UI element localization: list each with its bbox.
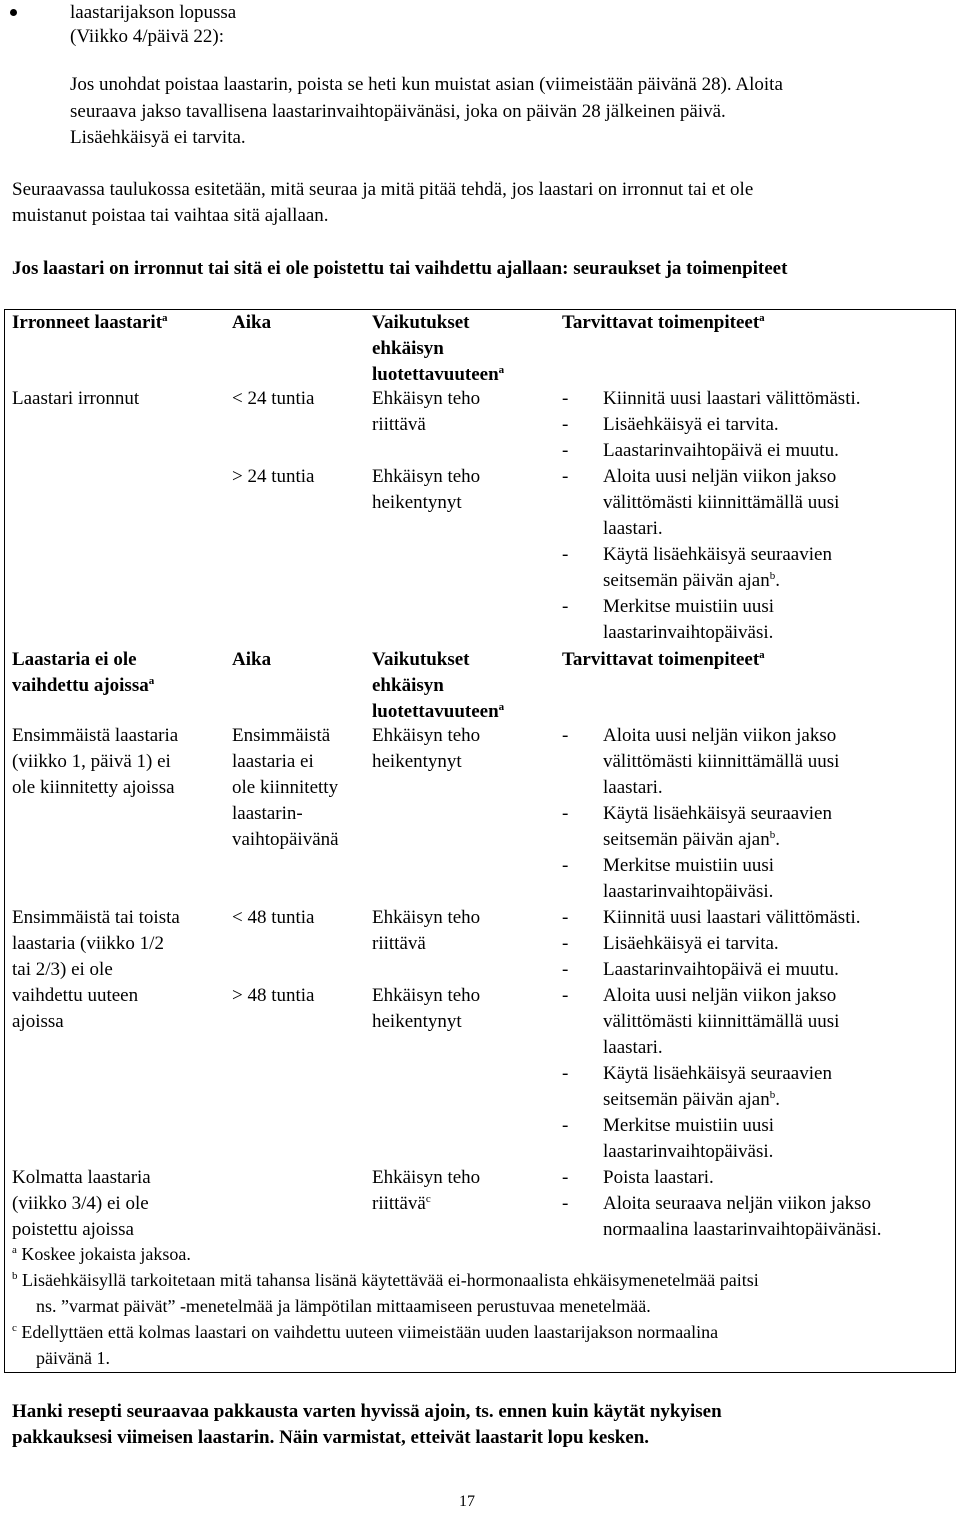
row-3-time-line-4: laastarin-	[232, 803, 303, 824]
row-2-time: > 24 tuntia	[232, 466, 315, 487]
row-5-effect-line-1: Ehkäisyn teho	[372, 985, 481, 1006]
footnote-b-line-1: $^b$ Lisäehkäisyllä tarkoitetaan mitä tahansa lisänä käytettävää ei-hormonaalista ehkäisymenetelmää paitsi	[12, 1270, 759, 1290]
row-5-action-1-cont-2: laastari.	[603, 1037, 663, 1058]
row-5-time: > 48 tuntia	[232, 985, 315, 1006]
row-5-action-3: Merkitse muistiin uusi	[603, 1115, 774, 1136]
row-4-condition-line-5: ajoissa	[12, 1011, 64, 1032]
row-3-action-1-cont-1: välittömästi kiinnittämällä uusi	[603, 751, 840, 772]
row-6-action-1: Poista laastari.	[603, 1167, 714, 1188]
row-2-dash-3: -	[562, 596, 569, 617]
row-1-dash-1: -	[562, 388, 569, 409]
row-1-time: < 24 tuntia	[232, 388, 315, 409]
row-1-effect-line-1: Ehkäisyn teho	[372, 388, 481, 409]
page-number: 17	[459, 1493, 475, 1510]
table-header-2-col-4: Tarvittavat toimenpiteet$^a$	[562, 649, 765, 670]
row-3-action-3-cont: laastarinvaihtopäiväsi.	[603, 881, 774, 902]
table-header-1-col-3-line-3: luotettavuuteen$^a$	[372, 364, 505, 385]
bullet-text-line-2: (Viikko 4/päivä 22):	[70, 26, 224, 47]
row-4-time: < 48 tuntia	[232, 907, 315, 928]
table-heading: Jos laastari on irronnut tai sitä ei ole poistettu tai vaihdettu ajallaan: seuraukset ja toimenpiteet	[12, 258, 788, 279]
row-6-condition-line-2: (viikko 3/4) ei ole	[12, 1193, 149, 1214]
row-6-effect-line-1: Ehkäisyn teho	[372, 1167, 481, 1188]
row-3-time-line-2: laastaria ei	[232, 751, 314, 772]
row-5-action-1: Aloita uusi neljän viikon jakso	[603, 985, 837, 1006]
row-2-action-3: Merkitse muistiin uusi	[603, 596, 774, 617]
paragraph-1-line-1: Jos unohdat poistaa laastarin, poista se heti kun muistat asian (viimeistään päivänä 28). Aloita	[70, 74, 783, 95]
row-4-dash-1: -	[562, 907, 569, 928]
row-1-action-2: Lisäehkäisyä ei tarvita.	[603, 414, 779, 435]
row-5-action-1-cont-1: välittömästi kiinnittämällä uusi	[603, 1011, 840, 1032]
footnote-b-line-2: ns. ”varmat päivät” -menetelmää ja lämpötilan mittaamiseen perustuvaa menetelmää.	[36, 1296, 651, 1316]
paragraph-1-line-2: seuraava jakso tavallisena laastarinvaihtopäivänäsi, joka on päivän 28 jälkeinen päivä.	[70, 101, 726, 122]
row-6-action-2: Aloita seuraava neljän viikon jakso	[603, 1193, 872, 1214]
row-4-action-1: Kiinnitä uusi laastari välittömästi.	[603, 907, 861, 928]
table-header-1-col-3-line-2: ehkäisyn	[372, 338, 444, 359]
table-header-2-col-3-line-3: luotettavuuteen$^a$	[372, 701, 505, 722]
table-header-1-col-4: Tarvittavat toimenpiteet$^a$	[562, 312, 765, 333]
row-2-dash-1: -	[562, 466, 569, 487]
row-3-action-1-cont-2: laastari.	[603, 777, 663, 798]
row-1-dash-2: -	[562, 414, 569, 435]
row-3-time-line-3: ole kiinnitetty	[232, 777, 339, 798]
row-3-dash-2: -	[562, 803, 569, 824]
table-header-1-col-3-line-1: Vaikutukset	[372, 312, 470, 333]
table-header-2-col-3-line-1: Vaikutukset	[372, 649, 470, 670]
row-5-effect-line-2: heikentynyt	[372, 1011, 462, 1032]
table-header-2-col-2: Aika	[232, 649, 272, 670]
row-2-action-2-cont: seitsemän päivän ajan$^b$.	[603, 570, 780, 591]
row-2-dash-2: -	[562, 544, 569, 565]
row-6-action-2-cont: normaalina laastarinvaihtopäivänäsi.	[603, 1219, 882, 1240]
bullet-icon	[10, 9, 17, 16]
row-5-dash-3: -	[562, 1115, 569, 1136]
row-4-dash-3: -	[562, 959, 569, 980]
table-header-2-col-1-line-2: vaihdettu ajoissa$^a$	[12, 675, 155, 696]
row-4-action-3: Laastarinvaihtopäivä ei muutu.	[603, 959, 839, 980]
row-1-action-1: Kiinnitä uusi laastari välittömästi.	[603, 388, 861, 409]
row-4-dash-2: -	[562, 933, 569, 954]
row-6-condition-line-3: poistettu ajoissa	[12, 1219, 134, 1240]
row-6-condition-line-1: Kolmatta laastaria	[12, 1167, 151, 1188]
row-2-action-1-cont-2: laastari.	[603, 518, 663, 539]
closing-line-1: Hanki resepti seuraavaa pakkausta varten hyvissä ajoin, ts. ennen kuin käytät nykyisen	[12, 1401, 722, 1422]
row-3-dash-3: -	[562, 855, 569, 876]
footnote-c-line-2: päivänä 1.	[36, 1348, 110, 1368]
row-3-time-line-1: Ensimmäistä	[232, 725, 331, 746]
row-2-action-3-cont: laastarinvaihtopäiväsi.	[603, 622, 774, 643]
row-4-condition-line-2: laastaria (viikko 1/2	[12, 933, 164, 954]
row-3-condition-line-3: ole kiinnitetty ajoissa	[12, 777, 175, 798]
table-header-2-col-1-line-1: Laastaria ei ole	[12, 649, 137, 670]
row-3-action-3: Merkitse muistiin uusi	[603, 855, 774, 876]
table-header-2-col-3-line-2: ehkäisyn	[372, 675, 444, 696]
row-5-dash-2: -	[562, 1063, 569, 1084]
row-2-action-1: Aloita uusi neljän viikon jakso	[603, 466, 837, 487]
row-4-condition-line-4: vaihdettu uuteen	[12, 985, 139, 1006]
bullet-text-line-1: laastarijakson lopussa	[70, 2, 237, 23]
row-1-action-3: Laastarinvaihtopäivä ei muutu.	[603, 440, 839, 461]
row-2-effect-line-2: heikentynyt	[372, 492, 462, 513]
row-4-action-2: Lisäehkäisyä ei tarvita.	[603, 933, 779, 954]
closing-line-2: pakkauksesi viimeisen laastarin. Näin varmistat, etteivät laastarit lopu kesken.	[12, 1427, 650, 1448]
row-3-time-line-5: vaihtopäivänä	[232, 829, 339, 850]
row-3-effect-line-1: Ehkäisyn teho	[372, 725, 481, 746]
table-header-1-col-2: Aika	[232, 312, 272, 333]
row-1-effect-line-2: riittävä	[372, 414, 426, 435]
row-3-effect-line-2: heikentynyt	[372, 751, 462, 772]
row-6-effect-line-2: riittävä$^c$	[372, 1193, 431, 1214]
paragraph-1-line-3: Lisäehkäisyä ei tarvita.	[70, 127, 246, 148]
row-3-condition-line-1: Ensimmäistä laastaria	[12, 725, 179, 746]
footnote-c-line-1: $^c$ Edellyttäen että kolmas laastari on vaihdettu uuteen viimeistään uuden laastarijakson normaalina	[12, 1322, 719, 1342]
row-1-dash-3: -	[562, 440, 569, 461]
footnote-a: $^a$ Koskee jokaista jaksoa.	[12, 1244, 191, 1264]
row-2-action-1-cont-1: välittömästi kiinnittämällä uusi	[603, 492, 840, 513]
row-2-action-2: Käytä lisäehkäisyä seuraavien	[603, 544, 832, 565]
row-4-condition-line-1: Ensimmäistä tai toista	[12, 907, 180, 928]
row-4-effect-line-1: Ehkäisyn teho	[372, 907, 481, 928]
row-6-dash-1: -	[562, 1167, 569, 1188]
row-5-action-2: Käytä lisäehkäisyä seuraavien	[603, 1063, 832, 1084]
row-3-condition-line-2: (viikko 1, päivä 1) ei	[12, 751, 171, 772]
paragraph-2-line-1: Seuraavassa taulukossa esitetään, mitä seuraa ja mitä pitää tehdä, jos laastari on irronnut tai et ole	[12, 179, 754, 200]
row-3-action-2-cont: seitsemän päivän ajan$^b$.	[603, 829, 780, 850]
row-2-effect-line-1: Ehkäisyn teho	[372, 466, 481, 487]
row-4-effect-line-2: riittävä	[372, 933, 426, 954]
row-4-condition-line-3: tai 2/3) ei ole	[12, 959, 113, 980]
row-3-dash-1: -	[562, 725, 569, 746]
paragraph-2-line-2: muistanut poistaa tai vaihtaa sitä ajallaan.	[12, 205, 329, 226]
row-3-action-2: Käytä lisäehkäisyä seuraavien	[603, 803, 832, 824]
row-5-dash-1: -	[562, 985, 569, 1006]
table-header-1-col-1: Irronneet laastarit$^a$	[12, 312, 168, 333]
row-1-condition: Laastari irronnut	[12, 388, 140, 409]
row-5-action-2-cont: seitsemän päivän ajan$^b$.	[603, 1089, 780, 1110]
row-6-dash-2: -	[562, 1193, 569, 1214]
row-5-action-3-cont: laastarinvaihtopäiväsi.	[603, 1141, 774, 1162]
row-3-action-1: Aloita uusi neljän viikon jakso	[603, 725, 837, 746]
